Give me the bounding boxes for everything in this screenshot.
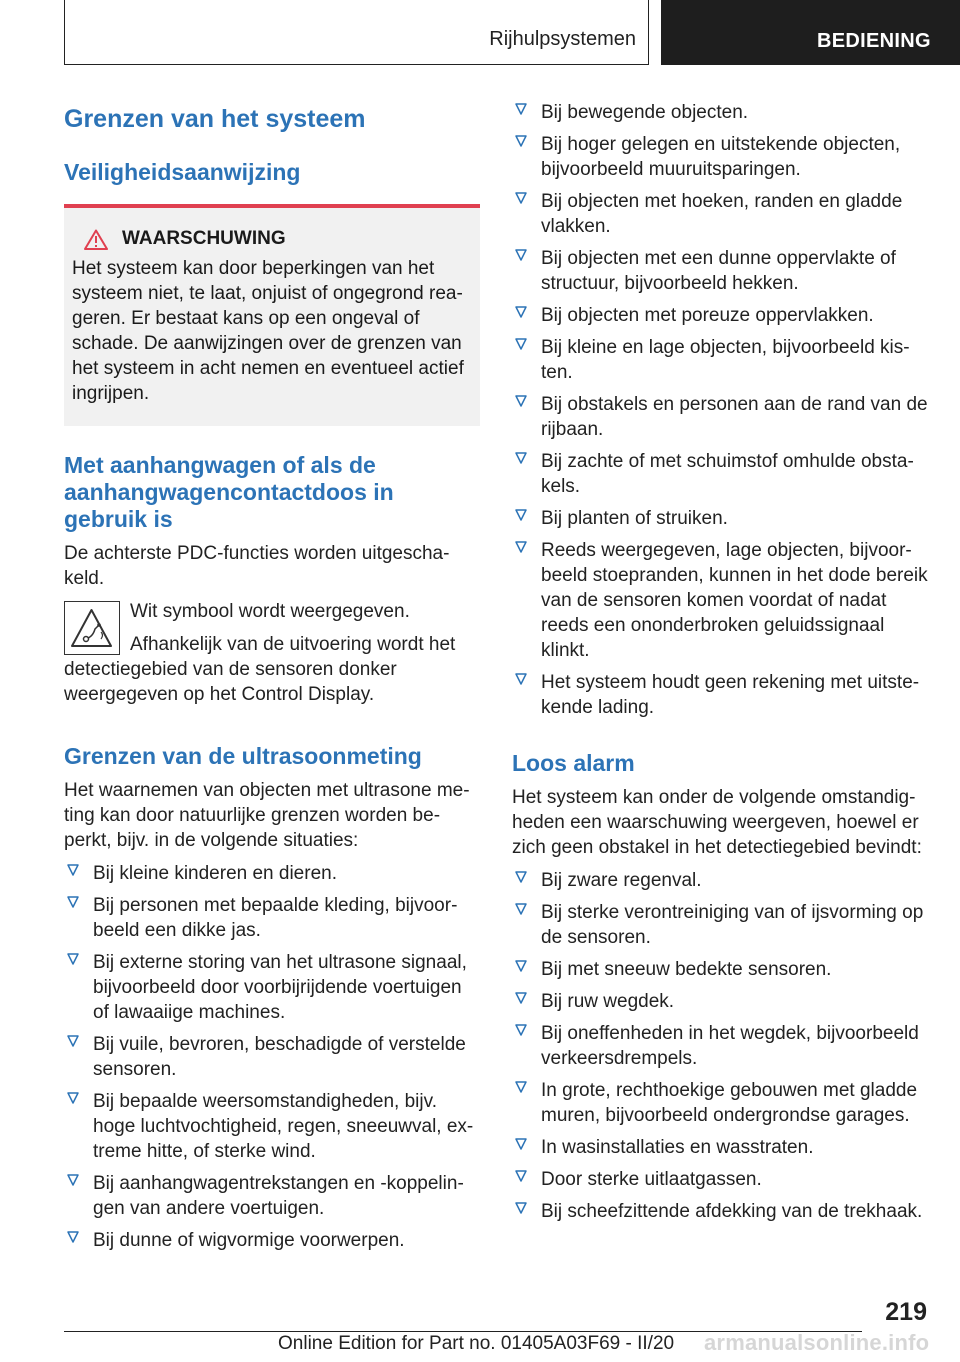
triangle-bullet-icon (514, 451, 528, 465)
footer-edition: Online Edition for Part no. 01405A03F69 - II/20 (278, 1333, 675, 1354)
warning-triangle-icon (84, 229, 108, 250)
triangle-bullet-icon (514, 305, 528, 319)
heading-false-alarm: Loos alarm (512, 750, 635, 776)
warning-title: WAARSCHUWING (122, 228, 286, 249)
triangle-bullet-icon (514, 1080, 528, 1094)
trailer-pdc-symbol-icon (64, 601, 120, 655)
ultrasonic-text: Het waarnemen van objecten met ultrasone meting kan door natuurlijke grenzen worden beperkt, bijv. in de volgende situaties: (64, 780, 470, 851)
symbol-line-2: Afhankelijk van de uitvoering wordt het detectiegebied van de sensoren donker weergegeven op het Control Display. (64, 634, 456, 705)
trailer-text: De achterste PDC-functies worden uitgeschakeld. (64, 543, 450, 589)
heading-system-limits: Grenzen van het systeem (64, 105, 366, 133)
list-item: Bij kleine en lage objecten, bijvoorbeeld kisten. (512, 335, 928, 385)
list-item: Bij externe storing van het ultrasone signaal, bijvoorbeeld door voorbijrijdende voertuigen of lawaaiige machines. (64, 950, 480, 1025)
triangle-bullet-icon (514, 102, 528, 116)
symbol-row (64, 599, 480, 707)
list-item: Bij vuile, bevroren, beschadigde of verstelde sensoren. (64, 1032, 480, 1082)
heading-safety-note: Veiligheidsaanwijzing (64, 159, 301, 185)
triangle-bullet-icon (514, 1169, 528, 1183)
list-item: Bij bewegende objecten. (512, 100, 928, 125)
triangle-bullet-icon (514, 672, 528, 686)
triangle-bullet-icon (514, 1201, 528, 1215)
triangle-bullet-icon (514, 1023, 528, 1037)
page-number: 219 (885, 1298, 927, 1326)
false-alarm-list (512, 868, 928, 1224)
triangle-bullet-icon (66, 1230, 80, 1244)
list-item: Bij objecten met een dunne oppervlakte of structuur, bijvoorbeeld hekken. (512, 246, 928, 296)
triangle-bullet-icon (514, 191, 528, 205)
warning-box (64, 204, 480, 426)
triangle-bullet-icon (514, 902, 528, 916)
ultrasonic-list (64, 861, 480, 1253)
list-item: Bij hoger gelegen en uitstekende objecten, bijvoorbeeld muuruitsparingen. (512, 132, 928, 182)
triangle-bullet-icon (514, 959, 528, 973)
right-column (512, 100, 928, 1231)
list-item: Bij oneffenheden in het wegdek, bijvoorbeeld verkeersdrempels. (512, 1021, 928, 1071)
list-item: Bij dunne of wigvormige voorwerpen. (64, 1228, 480, 1253)
left-column (64, 100, 480, 1260)
triangle-bullet-icon (514, 870, 528, 884)
warning-text: Het systeem kan door beperkingen van het systeem niet, te laat, onjuist of ongegrond reageren. Er bestaat kans op een ongeval of schade. De aanwijzingen over de grenzen van het systeem in acht nemen en eventueel actief ingrijpen. (72, 258, 464, 404)
list-item: Bij ruw wegdek. (512, 989, 928, 1014)
header-section-title: Rijhulpsystemen (489, 28, 636, 50)
triangle-bullet-icon (514, 991, 528, 1005)
triangle-bullet-icon (514, 394, 528, 408)
list-item: Bij planten of struiken. (512, 506, 928, 531)
list-item: Bij aanhangwagentrekstangen en -koppelingen van andere voertuigen. (64, 1171, 480, 1221)
triangle-bullet-icon (66, 1034, 80, 1048)
list-item: Bij met sneeuw bedekte sensoren. (512, 957, 928, 982)
list-item: Bij objecten met hoeken, randen en gladde vlakken. (512, 189, 928, 239)
false-alarm-text: Het systeem kan onder de volgende omstandigheden een waarschuwing weergeven, hoewel er zich geen obstakel in het detectiegebied bevindt: (512, 787, 922, 858)
triangle-bullet-icon (514, 134, 528, 148)
list-item: Het systeem houdt geen rekening met uitstekende lading. (512, 670, 928, 720)
list-item: Bij bepaalde weersomstandigheden, bijv. hoge luchtvochtigheid, regen, sneeuwval, extreme hitte, of sterke wind. (64, 1089, 480, 1164)
list-item: Bij kleine kinderen en dieren. (64, 861, 480, 886)
list-item: Door sterke uitlaatgassen. (512, 1167, 928, 1192)
triangle-bullet-icon (514, 1137, 528, 1151)
list-item: Bij scheefzittende afdekking van de trekhaak. (512, 1199, 928, 1224)
triangle-bullet-icon (514, 248, 528, 262)
list-item: Bij personen met bepaalde kleding, bijvoorbeeld een dikke jas. (64, 893, 480, 943)
triangle-bullet-icon (66, 1173, 80, 1187)
triangle-bullet-icon (514, 508, 528, 522)
header-section-box (64, 0, 649, 65)
triangle-bullet-icon (66, 952, 80, 966)
list-item: In grote, rechthoekige gebouwen met gladde muren, bijvoorbeeld ondergrondse garages. (512, 1078, 928, 1128)
list-item: Bij sterke verontreiniging van of ijsvorming op de sensoren. (512, 900, 928, 950)
heading-ultrasonic-limits: Grenzen van de ultrasoonmeting (64, 743, 422, 769)
triangle-bullet-icon (66, 863, 80, 877)
triangle-bullet-icon (514, 337, 528, 351)
triangle-bullet-icon (66, 895, 80, 909)
triangle-bullet-icon (514, 540, 528, 554)
symbol-line-1: Wit symbool wordt weergegeven. (130, 601, 410, 622)
list-item: In wasinstallaties en wasstraten. (512, 1135, 928, 1160)
watermark: armanualsonline.info (704, 1330, 930, 1355)
warning-title-row (72, 228, 472, 250)
list-item: Reeds weergegeven, lage objecten, bijvoorbeeld stoepranden, kunnen in het dode bereik van de sensoren komen voordat of nadat reeds een ononderbroken geluidssignaal klinkt. (512, 538, 928, 663)
header-chapter-tab: BEDIENING (661, 0, 960, 65)
list-item: Bij zware regenval. (512, 868, 928, 893)
ultrasonic-list-continued (512, 100, 928, 720)
list-item: Bij zachte of met schuimstof omhulde obstakels. (512, 449, 928, 499)
list-item: Bij objecten met poreuze oppervlakken. (512, 303, 928, 328)
triangle-bullet-icon (66, 1091, 80, 1105)
list-item: Bij obstakels en personen aan de rand van de rijbaan. (512, 392, 928, 442)
heading-trailer: Met aanhangwagen of als de aanhangwagencontactdoos in gebruik is (64, 452, 394, 532)
